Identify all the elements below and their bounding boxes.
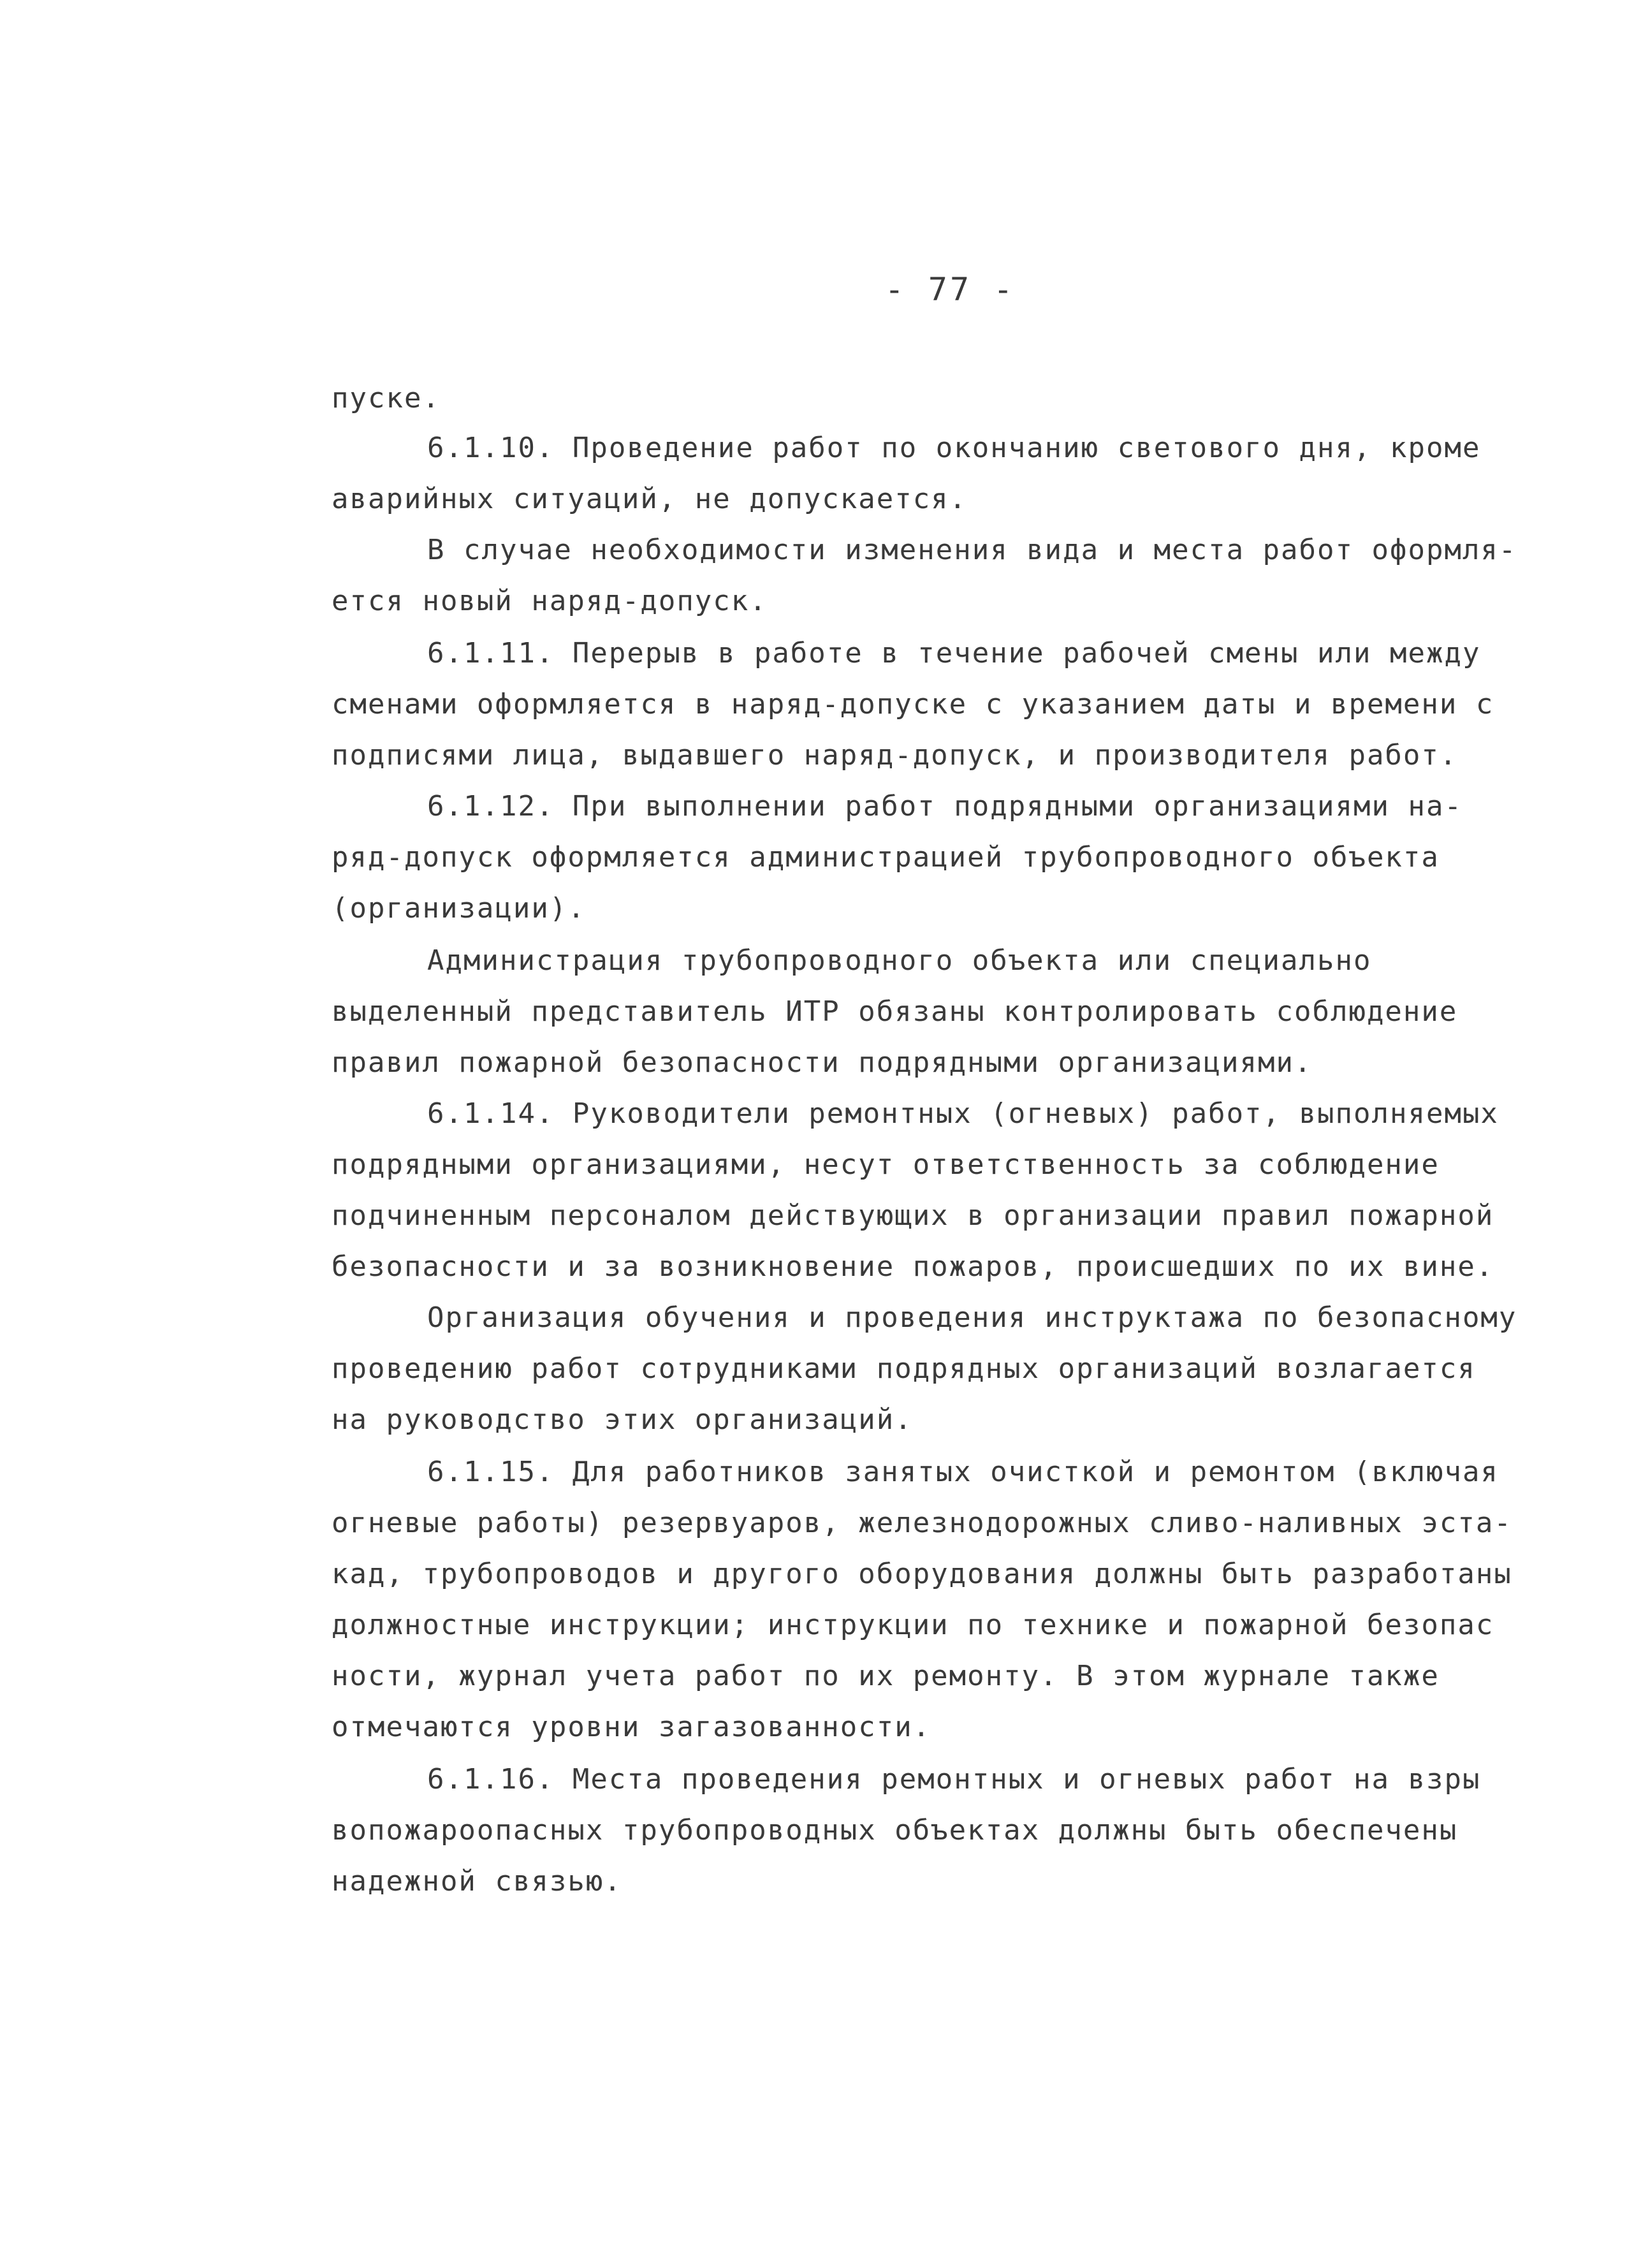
text-line: должностные инструкции; инструкции по технике и пожарной безопас	[332, 1609, 1494, 1641]
text-line: безопасности и за возникновение пожаров, происшедших по их вине.	[332, 1250, 1494, 1283]
text-line: (организации).	[332, 892, 586, 925]
text-line: отмечаются уровни загазованности.	[332, 1711, 931, 1743]
text-line: аварийных ситуаций, не допускается.	[332, 483, 968, 515]
text-line: 6.1.15. Для работников занятых очисткой и ремонтом (включая	[427, 1456, 1499, 1488]
text-line: огневые работы) резервуаров, железнодорожных сливо-наливных эста-	[332, 1507, 1512, 1539]
text-line: сменами оформляется в наряд-допуске с указанием даты и времени с	[332, 688, 1494, 721]
text-line: 6.1.10. Проведение работ по окончанию светового дня, кроме	[427, 432, 1481, 464]
page-number: - 77 -	[884, 271, 1016, 308]
text-line: 6.1.14. Руководители ремонтных (огневых) работ, выполняемых	[427, 1097, 1499, 1130]
text-line: 6.1.12. При выполнении работ подрядными организациями на-	[427, 790, 1463, 823]
text-line: надежной связью.	[332, 1865, 622, 1898]
text-line: проведению работ сотрудниками подрядных организаций возлагается	[332, 1352, 1476, 1385]
text-line: на руководство этих организаций.	[332, 1403, 913, 1436]
text-line: пуске.	[332, 382, 441, 414]
text-line: ряд-допуск оформляется администрацией трубопроводного объекта	[332, 841, 1440, 874]
text-line: кад, трубопроводов и другого оборудования должны быть разработаны	[332, 1558, 1512, 1590]
text-line: подписями лица, выдавшего наряд-допуск, и производителя работ.	[332, 739, 1458, 772]
text-line: ности, журнал учета работ по их ремонту. В этом журнале также	[332, 1660, 1440, 1692]
text-line: подчиненным персоналом действующих в организации правил пожарной	[332, 1199, 1494, 1232]
text-line: подрядными организациями, несут ответственность за соблюдение	[332, 1148, 1440, 1181]
text-line: 6.1.11. Перерыв в работе в течение рабочей смены или между	[427, 637, 1481, 669]
text-line: 6.1.16. Места проведения ремонтных и огневых работ на взры	[427, 1763, 1481, 1796]
text-line: выделенный представитель ИТР обязаны контролировать соблюдение	[332, 995, 1458, 1028]
text-line: Администрация трубопроводного объекта или специально	[427, 944, 1372, 977]
text-line: правил пожарной безопасности подрядными организациями.	[332, 1046, 1313, 1079]
text-line: ется новый наряд-допуск.	[332, 585, 768, 617]
text-line: В случае необходимости изменения вида и места работ оформля-	[427, 534, 1517, 566]
text-line: вопожароопасных трубопроводных объектах должны быть обеспечены	[332, 1814, 1458, 1847]
text-line: Организация обучения и проведения инструктажа по безопасному	[427, 1301, 1517, 1334]
